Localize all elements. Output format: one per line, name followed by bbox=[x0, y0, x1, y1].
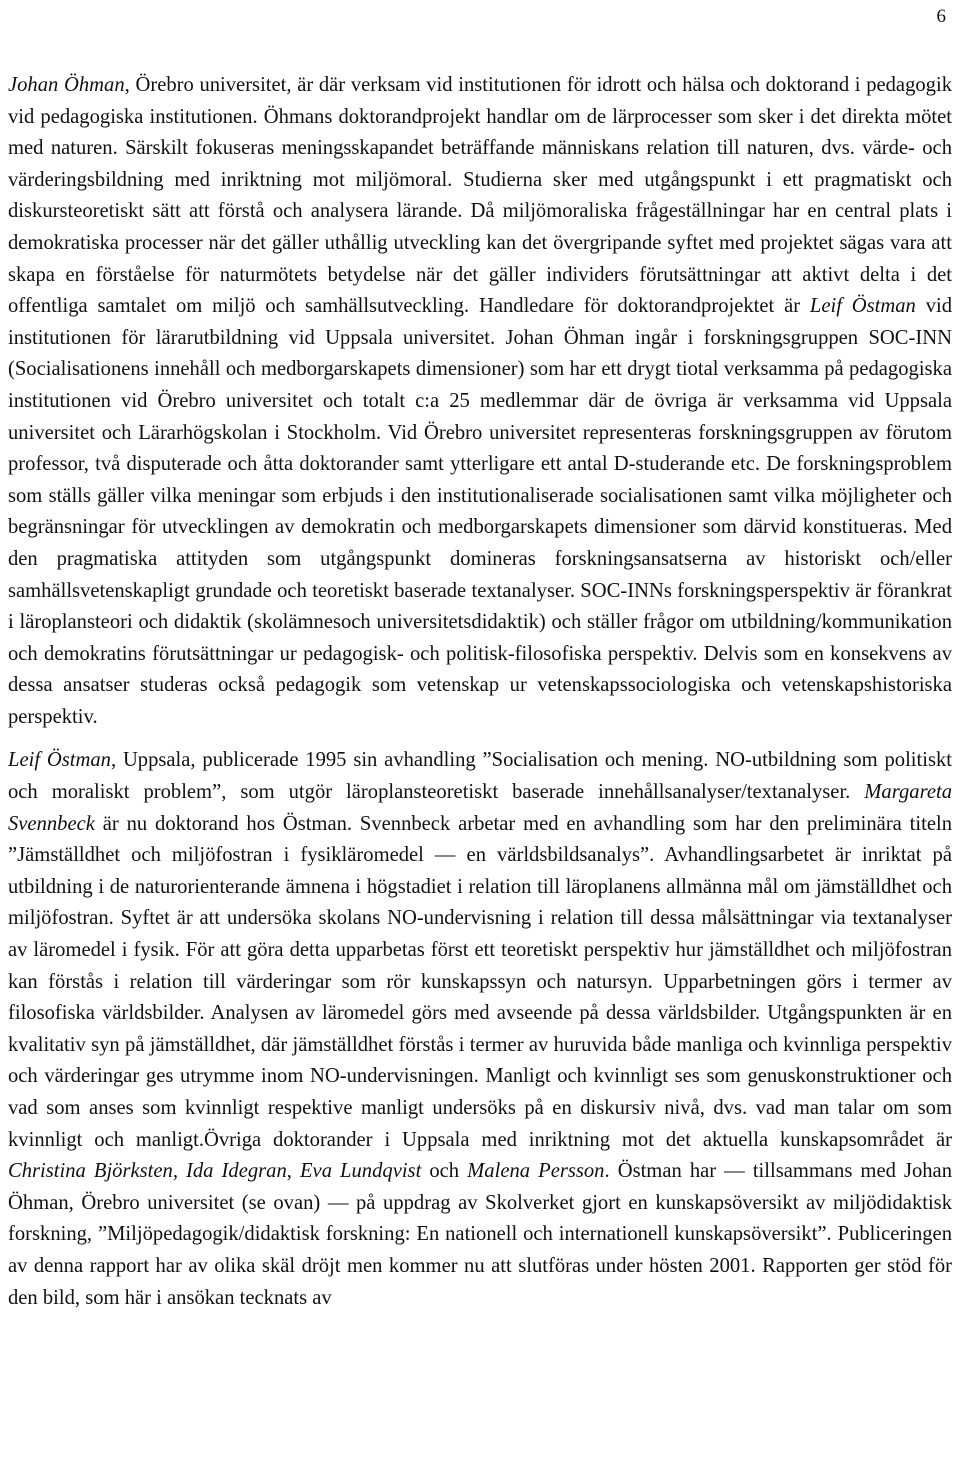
paragraph-ostman bbox=[8, 745, 952, 1314]
paragraph-text: , Uppsala, publicerade 1995 sin avhandling ”Socialisation och mening. NO-utbildning som politiskt och moraliskt problem”, som utgör läroplansteoretiskt baserade innehållsanalyser/textanalyser. bbox=[8, 749, 952, 804]
paragraph-text: vid institutionen för lärarutbildning vid Uppsala universitet. Johan Öhman ingår i forskningsgruppen SOC-INN (Socialisationens innehåll och medborgarskapets dimensioner) som har ett drygt tiotal verksamma på pedagogiska institutionen vid Örebro universitet och totalt c:a 25 medlemmar där de övriga är verksamma vid Uppsala universitet och Lärarhögskolan i Stockholm. Vid Örebro universitet representeras forskningsgruppen av förutom professor, två disputerade och åtta doktorander samt ytterligare ett antal D-studerande etc. De forskningsproblem som ställs gäller vilka meningar som erbjuds i den institutionaliserade socialisationen samt vilka möjligheter och begränsningar för utvecklingen av demokratin och medborgarskapets dimensioner som därvid konstitueras. Med den pragmatiska attityden som utgångspunkt domineras forskningsansatserna av historiskt och/eller samhällsvetenskapligt grundade och teoretiskt baserade textanalyser. SOC-INNs forskningsperspektiv är förankrat i läroplansteori och didaktik (skolämnesoch universitetsdidaktik) och ställer frågor om utbildning/kommunikation och demokratins förutsättningar ur pedagogisk- och politisk-filosofiska perspektiv. Delvis som en konsekvens av dessa ansatser studeras också pedagogik som vetenskap ur vetenskapssociologiska och vetenskapshistoriska perspektiv. bbox=[8, 295, 953, 728]
paragraph-text: är nu doktorand hos Östman. Svennbeck arbetar med en avhandling som har den preliminära titeln ”Jämställdhet och miljöfostran i fysikläromedel — en världsbildsanalys”. Avhandlingsarbetet är inriktat på utbildning i de naturorienterande ämnena i högstadiet i relation till läroplanens allmänna mål om jämställdhet och miljöfostran. Syftet är att undersöka skolans NO-undervisning i relation till dessa målsättningar via textanalyser av läromedel i fysik. För att göra detta upparbetas först ett teoretiskt perspektiv hur jämställdhet och miljöfostran kan förstås i relation till värderingar som rör kunskapssyn och natursyn. Upparbetningen görs i termer av filosofiska världsbilder. Analysen av läromedel görs med avseende på dessa världsbilder. Utgångspunkten är en kvalitativ syn på jämställdhet, där jämställdhet förstås i termer av huruvida både manliga och kvinnliga perspektiv och värderingar ges utrymme inom NO-undervisningen. Manligt och kvinnligt ses som genuskonstruktioner och vad som anses som kvinnligt respektive manligt undersöks på en diskursiv nivå, dvs. vad man talar om som kvinnligt och manligt.Övriga doktorander i Uppsala med inriktning mot det aktuella kunskapsområdet är bbox=[8, 812, 952, 1151]
doctoral-student-name: Ida Idegran bbox=[186, 1160, 287, 1183]
doctoral-student-name: Eva Lundqvist bbox=[299, 1160, 422, 1183]
supervisor-name: Leif Östman bbox=[809, 295, 916, 318]
author-name: Leif Östman bbox=[8, 749, 111, 772]
separator-text: , bbox=[172, 1160, 187, 1183]
paragraph-text: , Örebro universitet, är där verksam vid institutionen för idrott och hälsa och doktorand i pedagogik vid pedagogiska institutionen. Öhmans doktorandprojekt handlar om de lärprocesser som sker i det direkta mötet med naturen. Särskilt fokuseras meningsskapandet beträffande människans relation till naturen, dvs. värde- och värderingsbildning med inriktning mot miljömoral. Studierna sker med utgångspunkt i ett pragmatiskt och diskursteoretiskt sätt att förstå och analysera lärande. Då miljömoraliska frågeställningar har en central plats i demokratiska processer när det gäller uthållig utveckling kan det övergripande syftet med projektet sägas vara att skapa en förståelse för naturmötets betydelse när det gäller individers förutsättningar att aktivt delta i det offentliga samtalet om miljö och samhällsutveckling. Handledare för doktorandprojektet är bbox=[8, 74, 952, 318]
doctoral-student-name: Christina Björksten bbox=[8, 1160, 173, 1183]
paragraph-ohman bbox=[8, 70, 952, 733]
page-number: 6 bbox=[936, 6, 946, 27]
paragraph-text: . Östman har — tillsammans med Johan Öhman, Örebro universitet (se ovan) — på uppdrag av Skolverket gjort en kunskapsöversikt av miljödidaktisk forskning, ”Miljöpedagogik/didaktisk forskning: En nationell och internationell kunskapsöversikt”. Publiceringen av denna rapport har av olika skäl dröjt men kommer nu att slutföras under hösten 2001. Rapporten ger stöd för den bild, som här i ansökan tecknats av bbox=[8, 1160, 952, 1309]
doctoral-student-name: Malena Persson bbox=[467, 1160, 605, 1183]
doctoral-student-name: Margareta Svennbeck bbox=[8, 781, 952, 835]
separator-text: och bbox=[421, 1160, 468, 1183]
separator-text: , bbox=[286, 1160, 300, 1183]
document-body bbox=[8, 70, 952, 1314]
author-name: Johan Öhman bbox=[8, 74, 125, 96]
